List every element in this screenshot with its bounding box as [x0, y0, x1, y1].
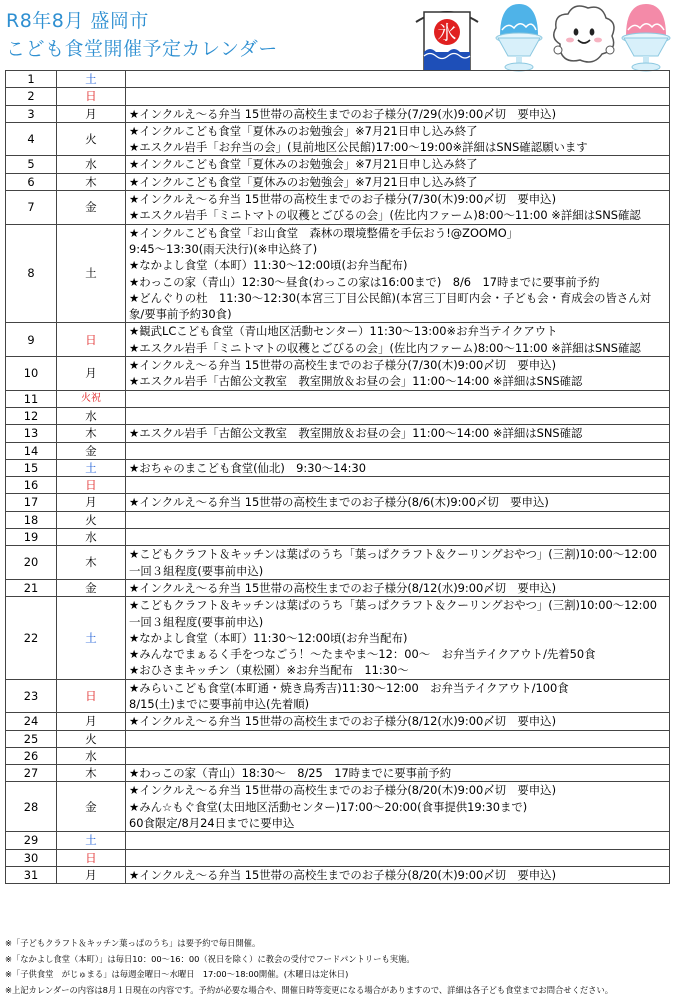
weekday-cell: 月: [57, 357, 126, 391]
event-line: ★みらいこども食堂(本町通・焼き鳥秀吉)11:30～12:00 お弁当テイクアウト/100食: [129, 680, 569, 695]
calendar-row: [6, 390, 670, 407]
event-line: ★インクルえ～る弁当 15世帯の高校生までのお子様分(8/20(木)9:00〆切 要申込): [129, 867, 557, 882]
event-line: [129, 850, 666, 866]
event-line: ★インクルえ～る弁当 15世帯の高校生までのお子様分(7/30(木)9:00〆切 要申込): [129, 192, 557, 207]
event-line: ★エスクル岩手「古館公文教室 教室開放＆お昼の会」11:00～14:00 ※詳細はSNS確認: [129, 374, 583, 389]
calendar-row: [6, 191, 670, 225]
event-line: ★エスクル岩手「ミニトマトの収穫とごびるの会」(佐比内ファーム)8:00～11:00 ※詳細はSNS確認: [129, 340, 641, 355]
event-line: ★みん☆もぐ食堂(太田地区活動センター)17:00～20:00(食事提供19:30まで): [129, 799, 528, 814]
weekday-cell: 木: [57, 173, 126, 190]
kakigori-flag-icon: [412, 0, 482, 70]
flag-text: 氷: [437, 22, 457, 44]
weekday-cell: 日: [57, 679, 126, 713]
events-cell: [126, 782, 670, 832]
calendar-row: [6, 122, 670, 156]
day-cell: 15: [6, 459, 57, 476]
day-cell: 16: [6, 477, 57, 494]
weekday-cell: 日: [57, 323, 126, 357]
day-cell: 23: [6, 679, 57, 713]
events-cell: [126, 730, 670, 747]
day-cell: 7: [6, 191, 57, 225]
calendar-row: [6, 224, 670, 323]
event-line: [129, 832, 666, 848]
event-line: [129, 408, 666, 424]
event-line: 60食限定/8月24日までに要申込: [129, 816, 295, 831]
weekday-cell: 月: [57, 713, 126, 730]
calendar-row: [6, 866, 670, 883]
calendar-row: [6, 494, 670, 511]
calendar-row: [6, 88, 670, 105]
event-line: ★インクルえ～る弁当 15世帯の高校生までのお子様分(8/20(木)9:00〆切 要申込): [129, 783, 557, 798]
calendar-row: [6, 546, 670, 580]
event-line: ★インクルえ～る弁当 15世帯の高校生までのお子様分(8/12(水)9:00〆切 要申込): [129, 580, 557, 595]
event-line: ★こどもクラフト＆キッチンは葉ぱのうち「葉っぱクラフト＆クーリングおやつ」(三割)10:00～12:00: [129, 598, 657, 613]
event-line: ★インクルこども食堂「夏休みのお勉強会」※7月21日申し込み終了: [129, 123, 478, 138]
events-cell: [126, 477, 670, 494]
weekday-cell: 土: [57, 597, 126, 679]
weekday-cell: 木: [57, 546, 126, 580]
events-cell: [126, 679, 670, 713]
day-cell: 27: [6, 765, 57, 782]
calendar-row: [6, 173, 670, 190]
events-cell: [126, 546, 670, 580]
weekday-cell: 金: [57, 782, 126, 832]
event-line: ★エスクル岩手「お弁当の会」(見前地区公民館)17:00～19:00※詳細はSNS確認願います: [129, 140, 588, 155]
events-cell: [126, 529, 670, 546]
event-line: [129, 71, 666, 87]
weekday-cell: 水: [57, 156, 126, 173]
weekday-cell: 土: [57, 71, 126, 88]
day-cell: 17: [6, 494, 57, 511]
weekday-cell: 水: [57, 407, 126, 424]
event-line: ★エスクル岩手「古館公文教室 教室開放＆お昼の会」11:00～14:00 ※詳細はSNS確認: [129, 426, 583, 441]
events-cell: [126, 357, 670, 391]
events-cell: [126, 105, 670, 122]
weekday-cell: 土: [57, 459, 126, 476]
events-cell: [126, 511, 670, 528]
weekday-cell: 日: [57, 477, 126, 494]
event-line: ★なかよし食堂（本町）11:30～12:00頃(お弁当配布): [129, 630, 408, 645]
calendar-row: [6, 597, 670, 679]
day-cell: 14: [6, 442, 57, 459]
event-line: 象/要事前予約30食): [129, 307, 232, 322]
weekday-cell: 火: [57, 122, 126, 156]
event-line: ★観武LCこども食堂（青山地区活動センター）11:30～13:00※お弁当テイクアウト: [129, 324, 558, 339]
event-line: [129, 529, 666, 545]
page-title: R8年8月 盛岡市: [6, 10, 149, 32]
event-line: 9:45～13:30(雨天決行)(※申込終了): [129, 241, 318, 256]
pink-shaved-ice-icon: [620, 0, 672, 72]
weekday-cell: 金: [57, 442, 126, 459]
events-cell: [126, 713, 670, 730]
events-cell: [126, 866, 670, 883]
note-line: ※「子どもクラフト＆キッチン葉っぱのうち」は要予約で毎日開催。: [5, 938, 261, 948]
weekday-cell: 月: [57, 866, 126, 883]
event-line: ★こどもクラフト＆キッチンは葉ぱのうち「葉っぱクラフト＆クーリングおやつ」(三割)10:00～12:00: [129, 547, 657, 562]
day-cell: 22: [6, 597, 57, 679]
events-cell: [126, 323, 670, 357]
events-cell: [126, 597, 670, 679]
weekday-cell: 月: [57, 105, 126, 122]
event-line: ★わっこの家（青山）18:30～ 8/25 17時までに要事前予約: [129, 766, 452, 781]
events-cell: [126, 747, 670, 764]
calendar-row: [6, 323, 670, 357]
day-cell: 13: [6, 425, 57, 442]
events-cell: [126, 173, 670, 190]
weekday-cell: 木: [57, 425, 126, 442]
event-line: ★わっこの家（青山）12:30～昼食(わっこの家は16:00まで) 8/6 17時までに要事前予約: [129, 274, 600, 289]
event-line: [129, 477, 666, 493]
day-cell: 6: [6, 173, 57, 190]
page-subtitle: こども食堂開催予定カレンダー: [6, 38, 278, 60]
event-line: ★インクルこども食堂「夏休みのお勉強会」※7月21日申し込み終了: [129, 174, 478, 189]
weekday-cell: 日: [57, 88, 126, 105]
day-cell: 31: [6, 866, 57, 883]
events-cell: [126, 407, 670, 424]
day-cell: 3: [6, 105, 57, 122]
calendar-row: [6, 679, 670, 713]
events-cell: [126, 849, 670, 866]
events-cell: [126, 71, 670, 88]
events-cell: [126, 765, 670, 782]
calendar-row: [6, 407, 670, 424]
day-cell: 12: [6, 407, 57, 424]
calendar-row: [6, 105, 670, 122]
blue-shaved-ice-icon: [494, 0, 544, 72]
event-line: [129, 391, 666, 407]
event-line: ★エスクル岩手「ミニトマトの収穫とごびるの会」(佐比内ファーム)8:00～11:00 ※詳細はSNS確認: [129, 208, 641, 223]
event-line: ★インクルこども食堂「夏休みのお勉強会」※7月21日申し込み終了: [129, 157, 478, 172]
event-line: [129, 443, 666, 459]
event-line: ★インクルえ～る弁当 15世帯の高校生までのお子様分(8/12(水)9:00〆切 要申込): [129, 714, 557, 729]
weekday-cell: 土: [57, 224, 126, 323]
event-line: [129, 512, 666, 528]
note-line: ※上記カレンダーの内容は8月１日現在の内容です。予約が必要な場合や、開催日時等変更になる場合がありますので、詳細は各子ども食堂までお問合せください。: [5, 984, 614, 995]
event-line: [129, 731, 666, 747]
day-cell: 9: [6, 323, 57, 357]
day-cell: 10: [6, 357, 57, 391]
events-cell: [126, 224, 670, 323]
calendar-row: [6, 459, 670, 476]
events-cell: [126, 442, 670, 459]
day-cell: 24: [6, 713, 57, 730]
event-line: ★みんなでまぁるく手をつなごう！～たまやま～12：00～ お弁当テイクアウト/先着50食: [129, 647, 596, 662]
day-cell: 5: [6, 156, 57, 173]
weekday-cell: 火祝: [57, 390, 126, 407]
event-line: ★なかよし食堂（本町）11:30～12:00頃(お弁当配布): [129, 258, 408, 273]
calendar-table: [5, 70, 670, 884]
event-line: 一回３組程度(要事前申込): [129, 614, 264, 629]
events-cell: [126, 494, 670, 511]
event-line: ★おひさまキッチン（東松園）※お弁当配布 11:30～: [129, 663, 409, 678]
event-line: [129, 88, 666, 104]
calendar-row: [6, 511, 670, 528]
note-line: ※「子供食堂 がじゅまる」は毎週金曜日～水曜日 17:00～18:00開催。(木曜日は定休日): [5, 969, 349, 980]
day-cell: 19: [6, 529, 57, 546]
weekday-cell: 金: [57, 191, 126, 225]
day-cell: 8: [6, 224, 57, 323]
event-line: 8/15(土)までに要事前申込(先着順): [129, 696, 310, 711]
calendar-row: [6, 765, 670, 782]
weekday-cell: 火: [57, 511, 126, 528]
day-cell: 4: [6, 122, 57, 156]
weekday-cell: 日: [57, 849, 126, 866]
calendar-row: [6, 713, 670, 730]
day-cell: 2: [6, 88, 57, 105]
header: [0, 0, 676, 70]
events-cell: [126, 832, 670, 849]
calendar-row: [6, 425, 670, 442]
day-cell: 28: [6, 782, 57, 832]
day-cell: 25: [6, 730, 57, 747]
weekday-cell: 水: [57, 747, 126, 764]
event-line: ★インクルえ～る弁当 15世帯の高校生までのお子様分(7/29(水)9:00〆切 要申込): [129, 106, 557, 121]
calendar-body: [6, 71, 670, 884]
event-line: 一回３組程度(要事前申込): [129, 563, 264, 578]
day-cell: 21: [6, 579, 57, 596]
calendar-row: [6, 477, 670, 494]
weekday-cell: 月: [57, 494, 126, 511]
events-cell: [126, 459, 670, 476]
calendar-row: [6, 71, 670, 88]
event-line: ★インクルこども食堂「お山食堂 森林の環境整備を手伝おう!@ZOOMO」: [129, 225, 519, 240]
calendar-row: [6, 156, 670, 173]
event-line: ★インクルえ～る弁当 15世帯の高校生までのお子様分(7/30(木)9:00〆切 要申込): [129, 358, 557, 373]
note-line: ※「なかよし食堂（本町）」は毎日10：00～16：00（祝日を除く）に教会の受付でフードパントリーも実施。: [5, 953, 415, 964]
calendar-row: [6, 579, 670, 596]
event-line: ★インクルえ～る弁当 15世帯の高校生までのお子様分(8/6(木)9:00〆切 要申込): [129, 495, 549, 510]
ice-character-icon: [548, 0, 620, 72]
events-cell: [126, 122, 670, 156]
events-cell: [126, 390, 670, 407]
day-cell: 11: [6, 390, 57, 407]
calendar-row: [6, 832, 670, 849]
weekday-cell: 木: [57, 765, 126, 782]
day-cell: 26: [6, 747, 57, 764]
weekday-cell: 火: [57, 730, 126, 747]
event-line: ★どんぐりの杜 11:30～12:30(本宮三丁目公民館)(本宮三丁目町内会・子ども会・育成会の皆さん対: [129, 290, 652, 305]
event-line: ★おちゃのまこども食堂(仙北) 9:30～14:30: [129, 460, 366, 475]
calendar-row: [6, 782, 670, 832]
weekday-cell: 金: [57, 579, 126, 596]
calendar-row: [6, 849, 670, 866]
events-cell: [126, 579, 670, 596]
events-cell: [126, 425, 670, 442]
weekday-cell: 土: [57, 832, 126, 849]
day-cell: 30: [6, 849, 57, 866]
calendar-row: [6, 747, 670, 764]
calendar-row: [6, 529, 670, 546]
day-cell: 20: [6, 546, 57, 580]
notes: [5, 936, 673, 998]
events-cell: [126, 156, 670, 173]
day-cell: 29: [6, 832, 57, 849]
calendar-row: [6, 730, 670, 747]
calendar-row: [6, 442, 670, 459]
weekday-cell: 水: [57, 529, 126, 546]
events-cell: [126, 191, 670, 225]
day-cell: 1: [6, 71, 57, 88]
day-cell: 18: [6, 511, 57, 528]
events-cell: [126, 88, 670, 105]
calendar-row: [6, 357, 670, 391]
event-line: [129, 748, 666, 764]
